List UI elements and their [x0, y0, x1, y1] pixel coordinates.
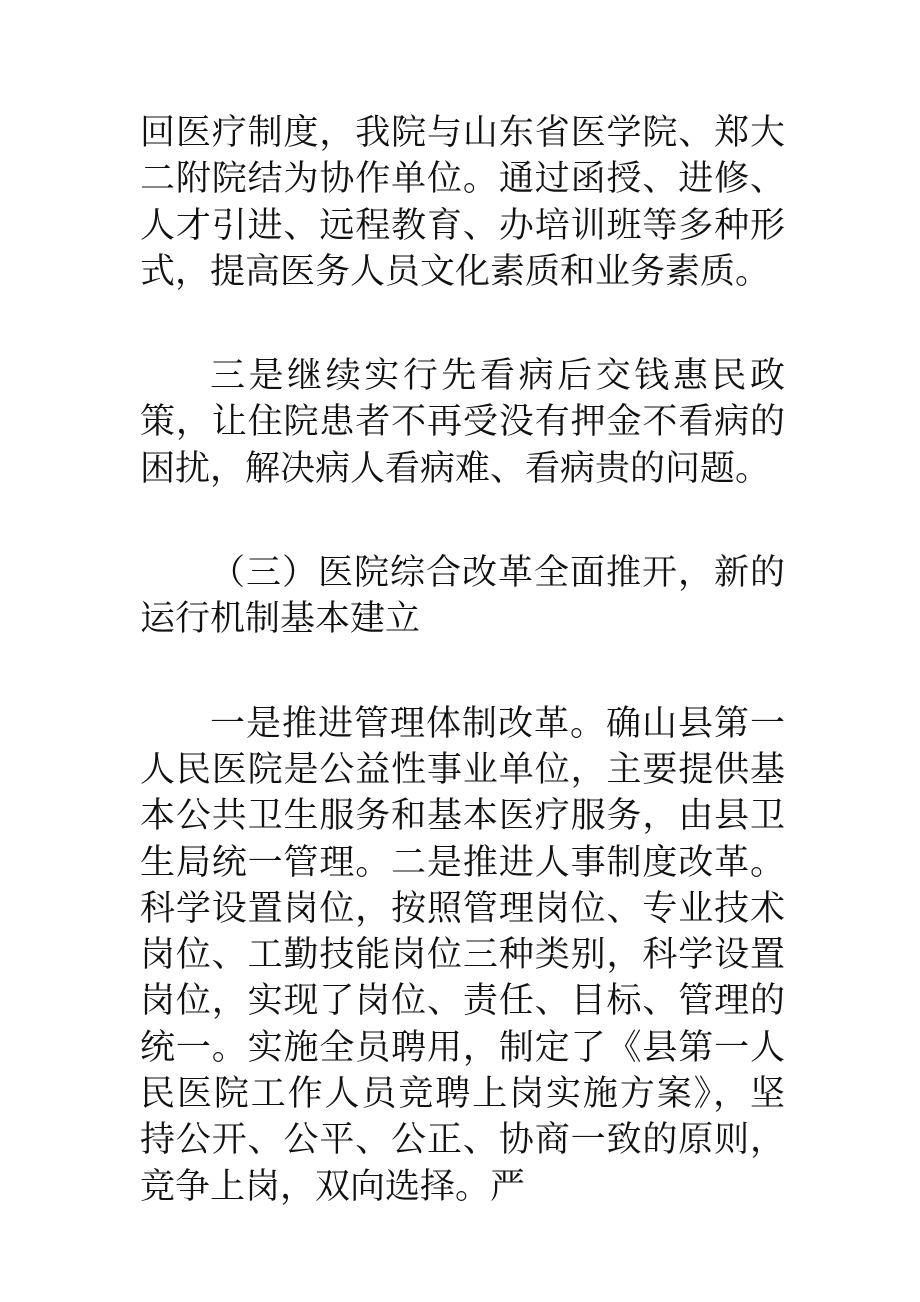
paragraph-3: 一是推进管理体制改革。确山县第一人民医院是公益性事业单位，主要提供基本公共卫生服务和基本医疗服务，由县卫生局统一管理。二是推进人事制度改革。科学设置岗位，按照管理岗位、专业技术岗位、工勤技能岗位三种类别，科学设置岗位，实现了岗位、责任、目标、管理的统一。实施全员聘用，制定了《县第一人民医院工作人员竞聘上岗实施方案》，坚持公开、公平、公正、协商一致的原则，竞争上岗，双向选择。严 [140, 703, 785, 1207]
document-page [140, 110, 785, 1210]
section-heading: （三）医院综合改革全面推开，新的运行机制基本建立 [140, 553, 785, 640]
paragraph-2: 三是继续实行先看病后交钱惠民政策，让住院患者不再受没有押金不看病的困扰，解决病人看病难、看病贵的问题。 [140, 356, 785, 489]
paragraph-1: 回医疗制度，我院与山东省医学院、郑大二附院结为协作单位。通过函授、进修、人才引进、远程教育、办培训班等多种形式，提高医务人员文化素质和业务素质。 [140, 113, 785, 292]
